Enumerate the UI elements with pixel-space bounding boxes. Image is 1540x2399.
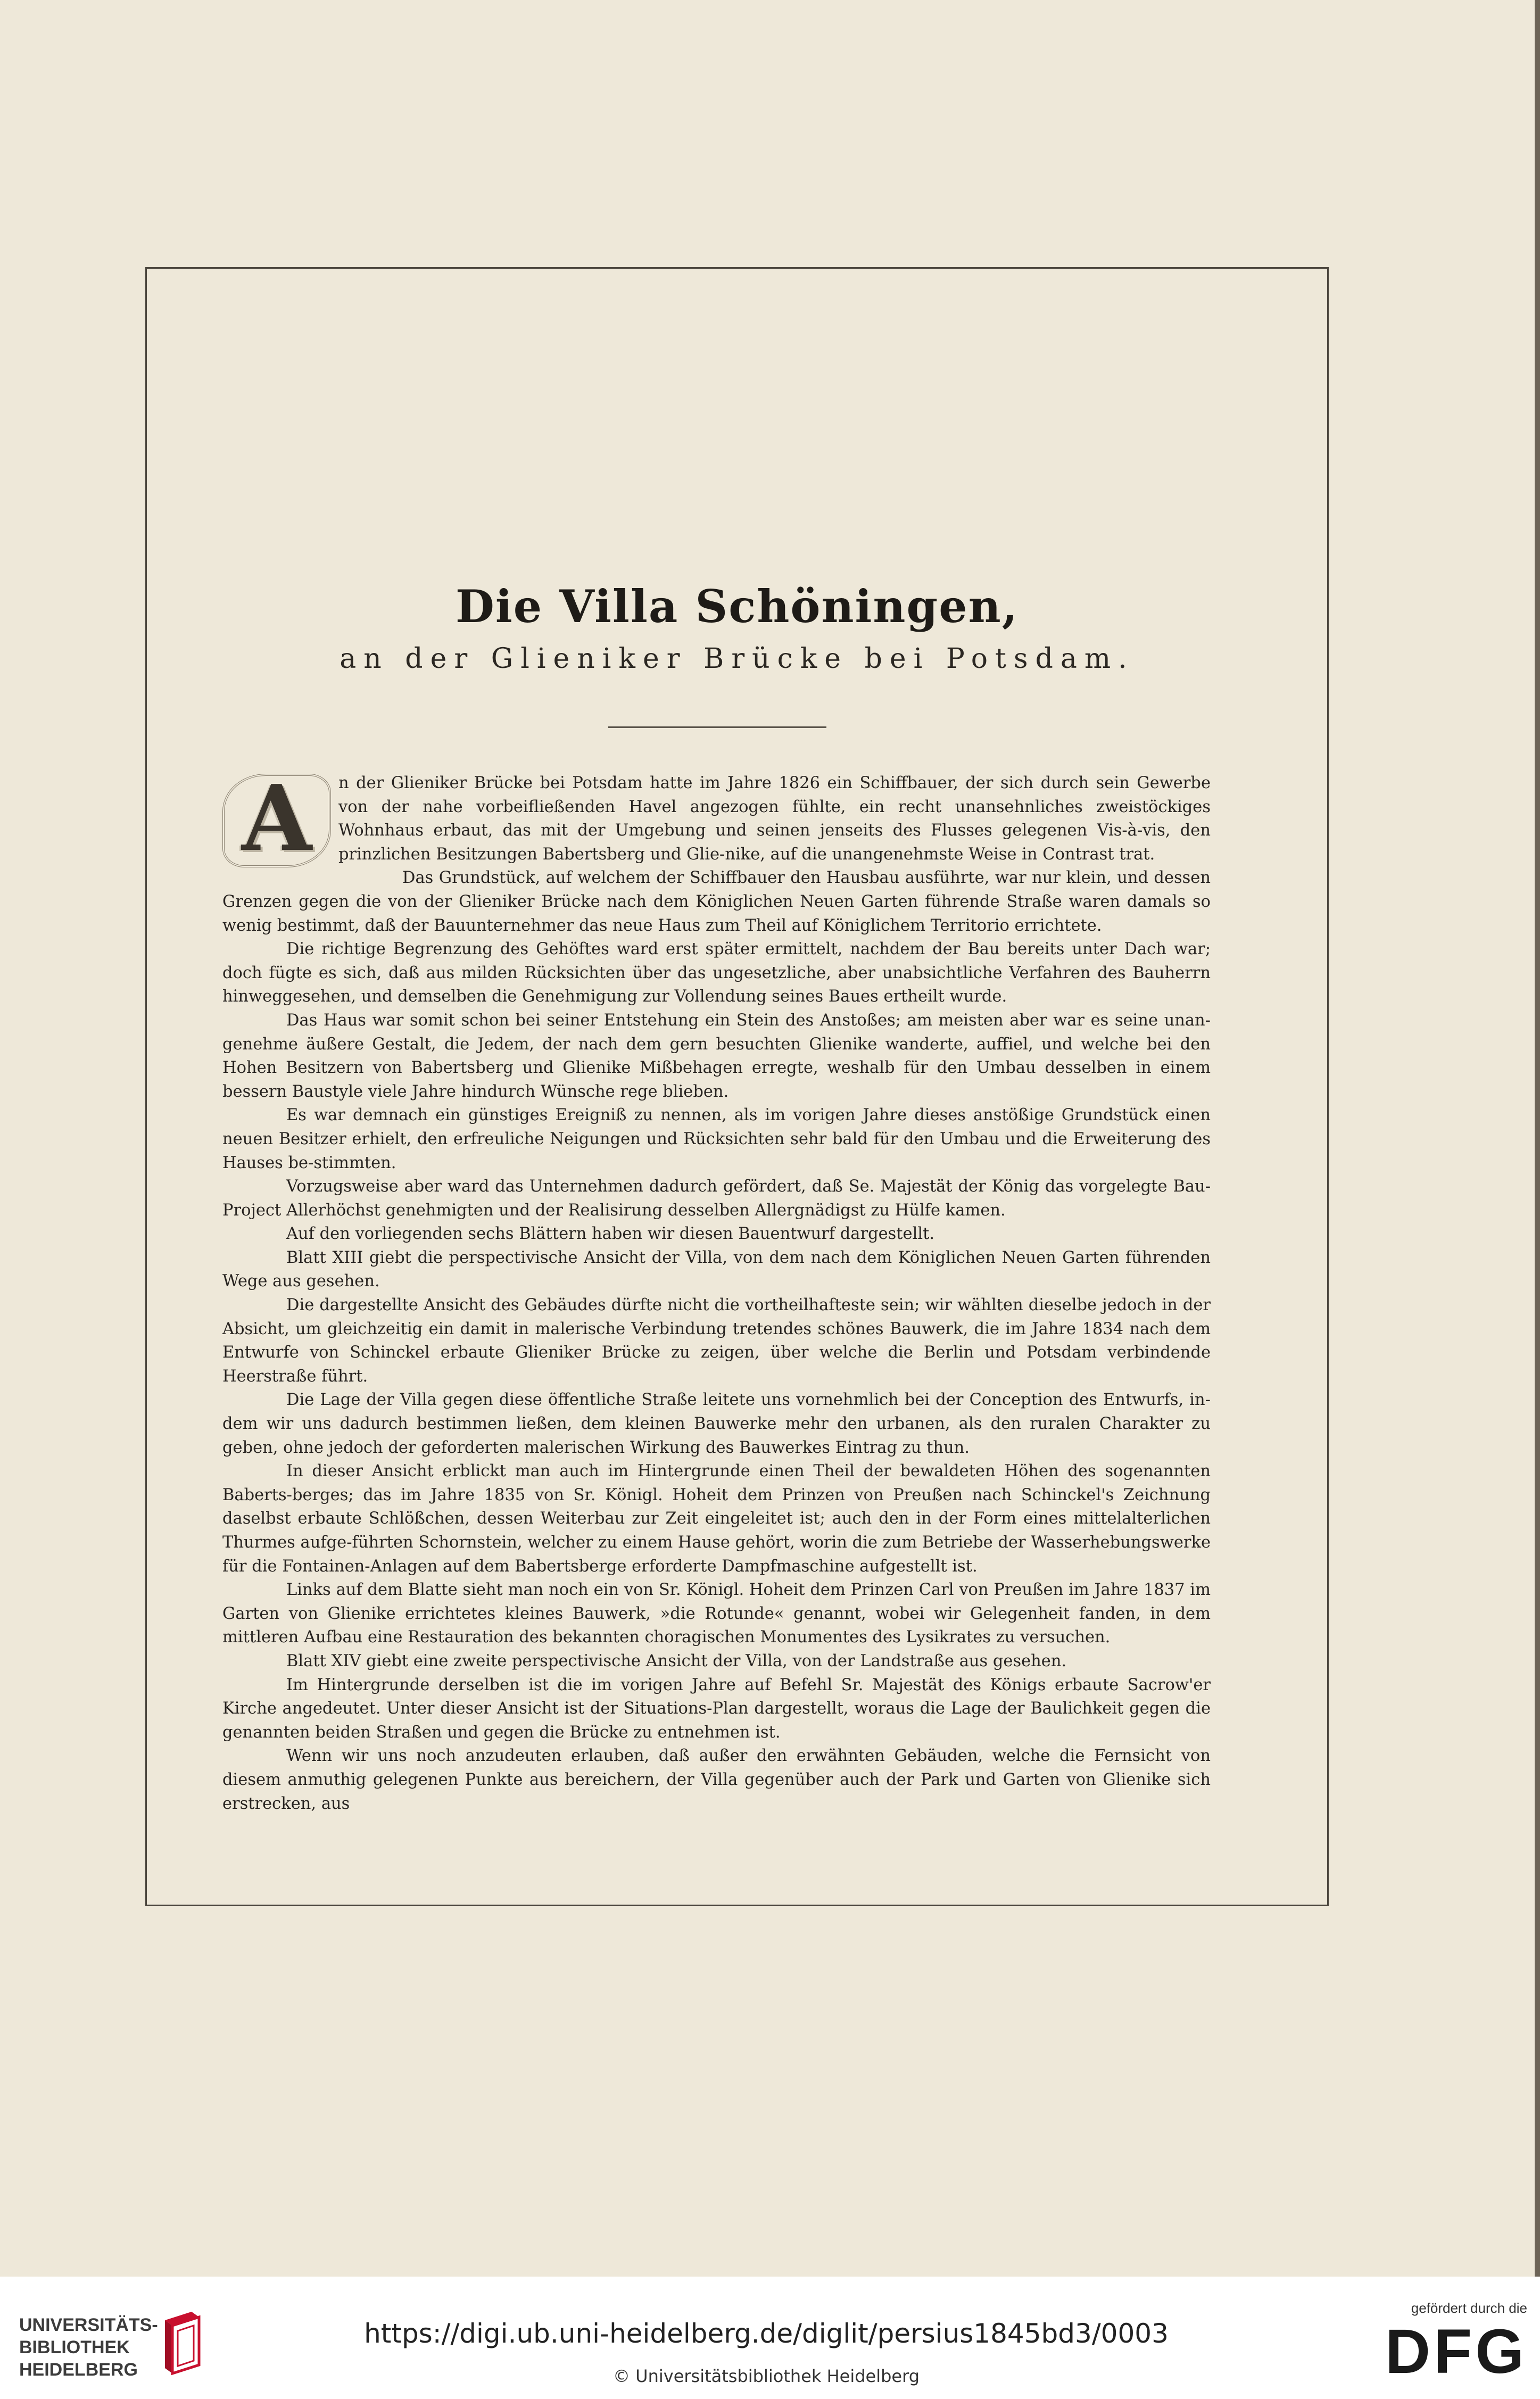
dfg-caption: gefördert durch die — [1411, 2300, 1527, 2316]
paragraph: Blatt XIII giebt die perspectivische Ansicht der Villa, von dem nach dem Königlichen Neuen Garten führenden Wege aus gesehen. — [222, 1248, 1211, 1291]
paragraph: Die richtige Begrenzung des Gehöftes ward erst später ermittelt, nachdem der Bau bereits unter Dach war; doch fügte es sich, daß aus milden Rücksichten über das ungesetzliche, aber unabsichtliche Verfahren des Bauherrn hinweggesehen, und demselben die Genehmigung zur Vollendung seines Baues ertheilt wurde. — [222, 940, 1211, 1006]
paragraph: Links auf dem Blatte sieht man noch ein von Sr. Königl. Hoheit dem Prinzen Carl von Preußen im Jahre 1837 im Garten von Glienike errichtetes kleines Bauwerk, »die Rotunde« genannt, wobei wir Gelegenheit fanden, in dem mittleren Aufbau eine Restauration des bekannten choragischen Monumentes des Lysikrates zu versuchen. — [222, 1581, 1211, 1647]
paragraph: Das Grundstück, auf welchem der Schiffbauer den Hausbau ausführte, war nur klein, und dessen Grenzen gegen die von der Glieniker Brücke nach dem Königlichen Neuen Garten führende Straße waren damals so wenig bestimmt, daß der Bauunternehmer das neue Haus zum Theil auf Königlichem Territorio errichtete. — [222, 868, 1211, 935]
dfg-funding-logo[interactable] — [1362, 2300, 1527, 2390]
paragraph-text: n der Glieniker Brücke bei Potsdam hatte im Jahre 1826 ein Schiffbauer, der sich durch sein Gewerbe von der nahe vorbeifließenden Havel angezogen fühlte, ein recht unansehnliches zweistöckiges Wohnhaus erbaut, das mit der Umgebung und seinen jenseits des Flusses gelegenen Vis-à-vis, den prinzlichen Besitzungen Babertsberg und Glie-nike, auf die unangenehmste Weise in Contrast trat. — [338, 774, 1211, 864]
paragraph: In dieser Ansicht erblickt man auch im Hintergrunde einen Theil der bewaldeten Höhen des sogenannten Baberts-berges; das im Jahre 1835 von Sr. Königl. Hoheit dem Prinzen von Preußen nach Schinckel's Zeichnung daselbst erbaute Schlößchen, dessen Weiterbau zur Zeit eingeleitet ist; auch den in der Form eines mittelalterlichen Thurmes aufge-führten Schornstein, welcher zu einem Hause gehört, worin die zum Betriebe der Wasserhebungswerke für die Fontainen-Anlagen auf dem Babertsberge erforderte Dampfmaschine aufgestellt ist. — [222, 1462, 1211, 1576]
paragraph: Die Lage der Villa gegen diese öffentliche Straße leitete uns vornehmlich bei der Conception des Entwurfs, in-dem wir uns dadurch bestimmen ließen, dem kleinen Bauwerke mehr den urbanen, als den ruralen Charakter zu geben, ohne jedoch der geforderten malerischen Wirkung des Bauwerkes Eintrag zu thun. — [222, 1391, 1211, 1457]
permalink-url[interactable]: https://digi.ub.uni-heidelberg.de/diglit/persius1845bd3/0003 — [364, 2318, 1169, 2349]
logo-text-line: HEIDELBERG — [19, 2360, 138, 2380]
copyright-notice: © Universitätsbibliothek Heidelberg — [612, 2366, 920, 2386]
paragraph: Es war demnach ein günstiges Ereigniß zu nennen, als im vorigen Jahre dieses anstößige Grundstück einen neuen Besitzer erhielt, den erfreuliche Neigungen und Rücksichten sehr bald für den Umbau und die Erweiterung des Hauses be-stimmten. — [222, 1106, 1211, 1172]
logo-text-line: BIBLIOTHEK — [19, 2337, 130, 2357]
paragraph: Auf den vorliegenden sechs Blättern haben wir diesen Bauentwurf dargestellt. — [286, 1225, 935, 1244]
paragraph: Das Haus war somit schon bei seiner Entstehung ein Stein des Anstoßes; am meisten aber war es seine unan-genehme äußere Gestalt, die Jedem, der nach dem gern besuchten Glienike wanderte, auffiel, und welche bei den Hohen Besitzern von Babertsberg und Glienike Mißbehagen erregte, weshalb für den Umbau desselben in einem bessern Baustyle viele Jahre hindurch Wünsche rege blieben. — [222, 1011, 1211, 1101]
paragraph: Im Hintergrunde derselben ist die im vorigen Jahre auf Befehl Sr. Majestät des Königs erbaute Sacrow'er Kirche angedeutet. Unter dieser Ansicht ist der Situations-Plan dargestellt, woraus die Lage der Baulichkeit gegen die genannten beiden Straßen und gegen die Brücke zu entnehmen ist. — [222, 1675, 1211, 1742]
ornamental-initial: A — [222, 774, 331, 867]
title-divider — [608, 726, 826, 728]
page-title: Die Villa Schöningen, — [456, 580, 1019, 633]
paragraph: Wenn wir uns noch anzudeuten erlauben, daß außer den erwähnten Gebäuden, welche die Fernsicht von diesem anmuthig gelegenen Punkte aus bereichern, der Villa gegenüber auch der Park und Garten von Glienike sich erstrecken, aus — [222, 1747, 1211, 1813]
paragraph: Die dargestellte Ansicht des Gebäudes dürfte nicht die vortheilhafteste sein; wir wählten dieselbe jedoch in der Absicht, um gleichzeitig ein damit in malerische Verbindung tretendes schönes Bauwerk, die im Jahre 1834 nach dem Entwurfe von Schinckel erbaute Glieniker Brücke zu zeigen, über welche die Berlin und Potsdam verbindende Heerstraße führt. — [222, 1296, 1211, 1386]
paragraph — [222, 765, 1211, 872]
logo-text-line: UNIVERSITÄTS- — [19, 2315, 158, 2335]
dfg-wordmark: DFG — [1385, 2317, 1527, 2387]
paragraph: Blatt XIV giebt eine zweite perspectivische Ansicht der Villa, von der Landstraße aus gesehen. — [286, 1651, 1067, 1670]
viewer-footer — [0, 2277, 1540, 2399]
page-subtitle: an der Glieniker Brücke bei Potsdam. — [340, 643, 1135, 675]
library-mark-icon — [160, 2310, 204, 2379]
paragraph: Vorzugsweise aber ward das Unternehmen dadurch gefördert, daß Se. Majestät der König das vorgelegte Bau-Project Allerhöchst genehmigten und der Realisirung desselben Allergnädigst zu Hülfe kamen. — [222, 1177, 1211, 1220]
body-text — [222, 765, 1211, 1816]
